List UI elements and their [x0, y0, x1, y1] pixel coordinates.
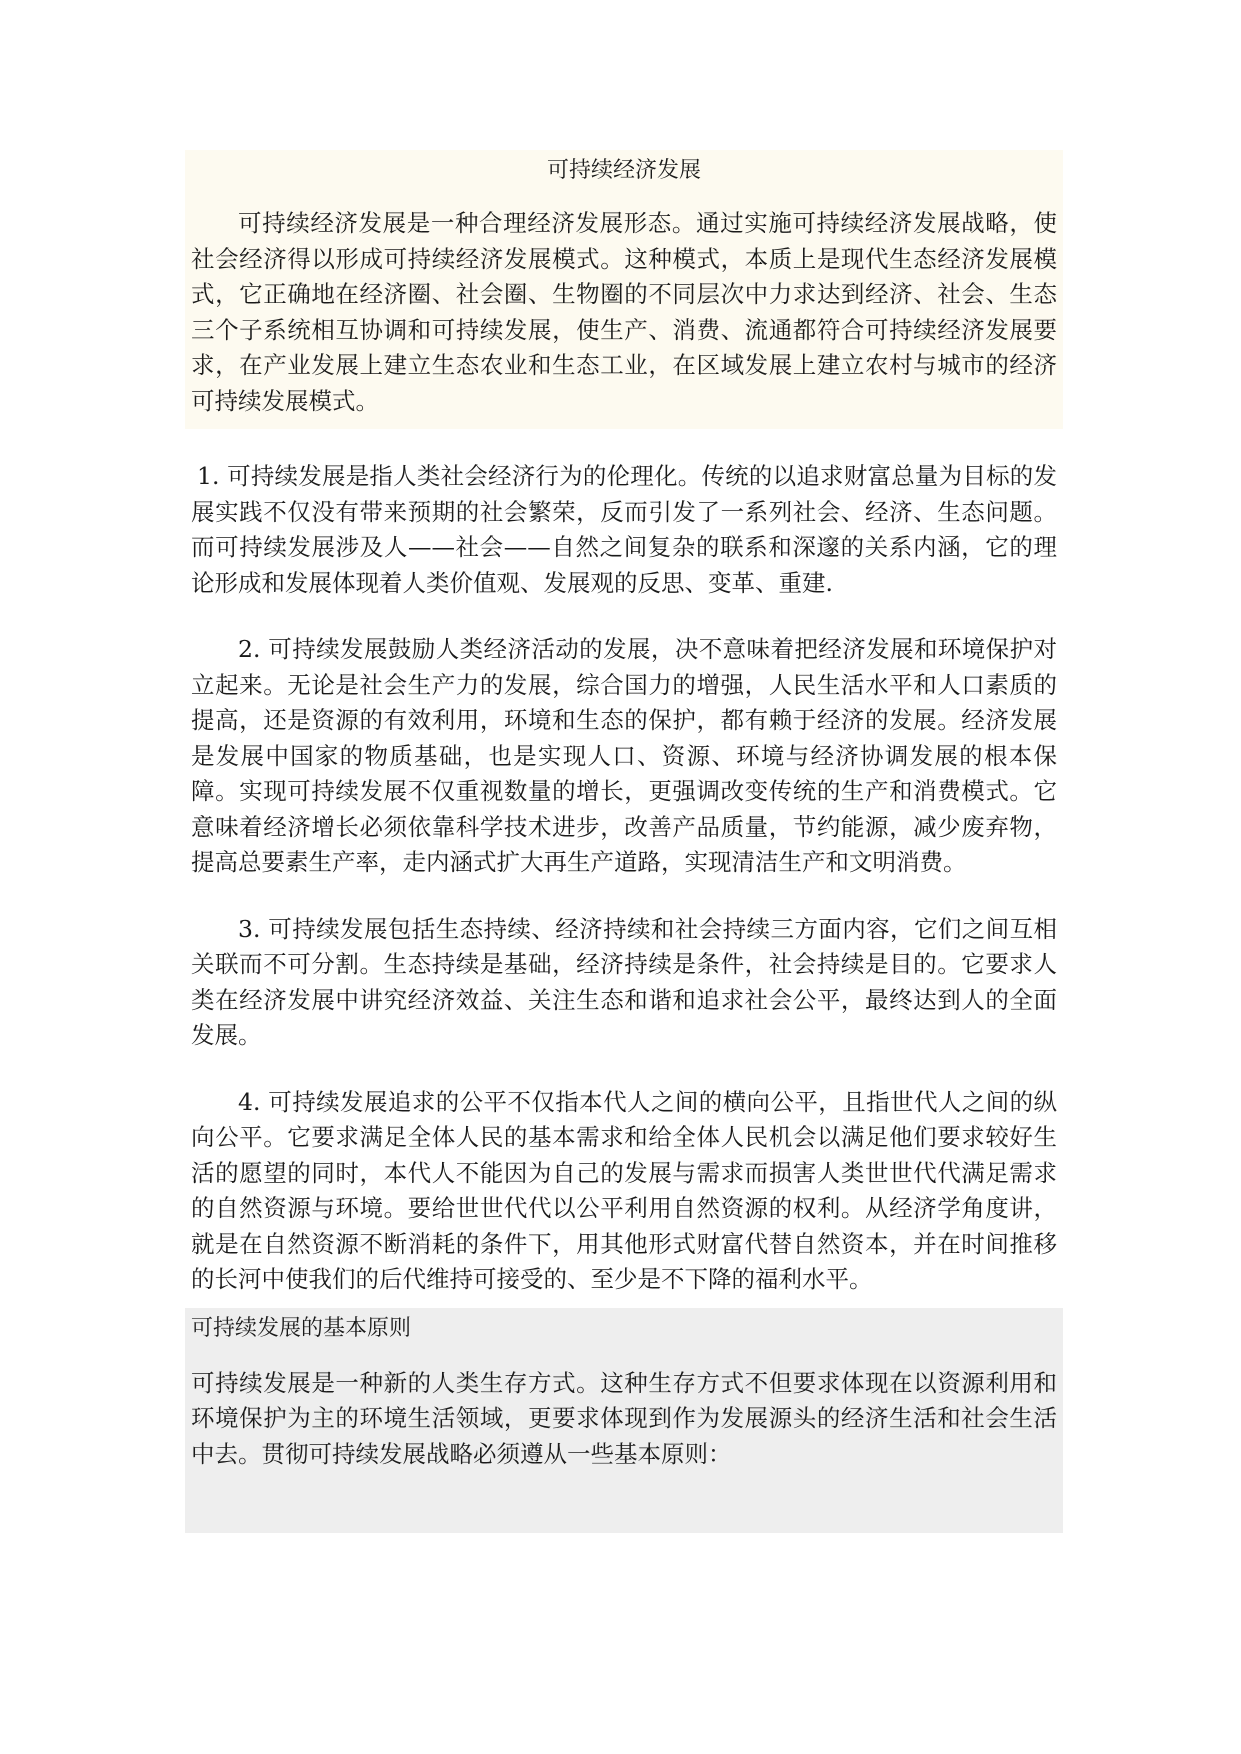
- intro-paragraph: 可持续经济发展是一种合理经济发展形态。通过实施可持续经济发展战略，使社会经济得以形成可持续经济发展模式。这种模式，本质上是现代生态经济发展模式，它正确地在经济圈、社会圈、生物圈的不同层次中力求达到经济、社会、生态三个子系统相互协调和可持续发展，使生产、消费、流通都符合可持续经济发展要求，在产业发展上建立生态农业和生态工业，在区域发展上建立农村与城市的经济可持续发展模式。: [191, 209, 1057, 415]
- list-item-1: 1. 可持续发展是指人类社会经济行为的伦理化。传统的以追求财富总量为目标的发展实践不仅没有带来预期的社会繁荣，反而引发了一系列社会、经济、生态问题。而可持续发展涉及人——社会——自然之间复杂的联系和深邃的关系内涵，它的理论形成和发展体现着人类价值观、发展观的反思、变革、重建.: [191, 462, 1057, 597]
- list-item-2: 2. 可持续发展鼓励人类经济活动的发展，决不意味着把经济发展和环境保护对立起来。无论是社会生产力的发展，综合国力的增强，人民生活水平和人口素质的提高，还是资源的有效利用，环境和生态的保护，都有赖于经济的发展。经济发展是发展中国家的物质基础，也是实现人口、资源、环境与经济协调发展的根本保障。实现可持续发展不仅重视数量的增长，更强调改变传统的生产和消费模式。它意味着经济增长必须依靠科学技术进步，改善产品质量，节约能源，减少废弃物，提高总要素生产率，走内涵式扩大再生产道路，实现清洁生产和文明消费。: [191, 635, 1057, 876]
- principles-paragraph: 可持续发展是一种新的人类生存方式。这种生存方式不但要求体现在以资源利用和环境保护为主的环境生活领域，更要求体现到作为发展源头的经济生活和社会生活中去。贯彻可持续发展战略必须遵从一些基本原则：: [191, 1368, 1057, 1468]
- list-item-3: 3. 可持续发展包括生态持续、经济持续和社会持续三方面内容，它们之间互相关联而不可分割。生态持续是基础，经济持续是条件，社会持续是目的。它要求人类在经济发展中讲究经济效益、关注生态和谐和追求社会公平，最终达到人的全面发展。: [191, 914, 1057, 1049]
- document-title: 可持续经济发展: [546, 158, 701, 183]
- intro-section: [185, 150, 1063, 429]
- list-item-4: 4. 可持续发展追求的公平不仅指本代人之间的横向公平，且指世代人之间的纵向公平。它要求满足全体人民的基本需求和给全体人民机会以满足他们要求较好生活的愿望的同时，本代人不能因为自己的发展与需求而损害人类世世代代满足需求的自然资源与环境。要给世世代代以公平利用自然资源的权利。从经济学角度讲，就是在自然资源不断消耗的条件下，用其他形式财富代替自然资本，并在时间推移的长河中使我们的后代维持可接受的、至少是不下降的福利水平。: [191, 1087, 1057, 1293]
- document-page: [185, 150, 1063, 1533]
- principles-section: [185, 1308, 1063, 1533]
- principles-heading: 可持续发展的基本原则: [191, 1315, 412, 1341]
